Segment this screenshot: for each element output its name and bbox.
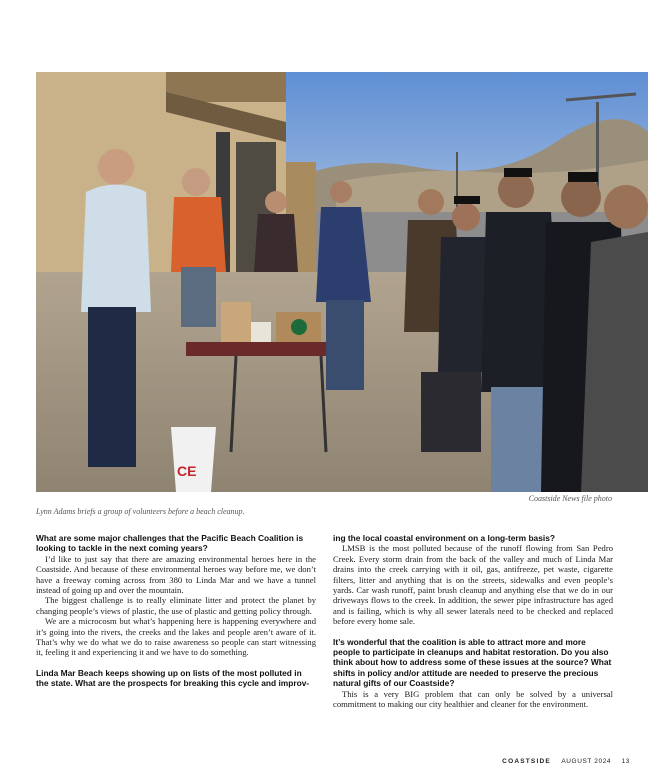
beach-cleanup-photo [36, 72, 648, 492]
interview-answer: The biggest challenge is to really eliminate litter and protect the planet by changing people’s views of plastic, the use of plastic and getting policy through. [36, 595, 316, 616]
supply-table [186, 342, 336, 356]
photo-caption: Lynn Adams briefs a group of volunteers before a beach cleanup. [36, 507, 245, 516]
page-footer [502, 758, 630, 765]
interview-answer: I’d like to just say that there are amazing environmental heroes here in the Coastside. And because of these environmental heroes way before me, we don’t have a freeway coming across from 380 to Linda Mar and we have a tunnel instead of going up and over the mountain. [36, 553, 316, 596]
interview-question: ing the local coastal environment on a long-term basis? [333, 533, 555, 543]
bucket [171, 427, 216, 492]
interview-answer: We are a microcosm but what’s happening here is happening everywhere and it’s going into the rivers, the creeks and the lakes and people aren’t aware of it. That’s why we do what we do to raise awareness so people can start witnessing it, feeling it and experiencing it and we have to do something. [36, 616, 316, 658]
photo-credit: Coastside News file photo [528, 494, 612, 503]
bucket-label: CE [177, 463, 197, 479]
page-number: 13 [621, 758, 630, 765]
feature-photo [36, 72, 648, 492]
article-column-left [36, 533, 316, 689]
interview-question: What are some major challenges that the Pacific Beach Coalition is looking to tackle in the next coming years? [36, 533, 304, 554]
publication-name: COASTSIDE [502, 758, 551, 765]
interview-question: It’s wonderful that the coalition is able to attract more and more people to participate in cleanups and habitat restoration. Do you also think about how to address some of these issues at the source? What shifts in policy and/or attitude are needed to preserve the precious natural gifts of our Coastside? [333, 636, 612, 689]
interview-question: Linda Mar Beach keeps showing up on lists of the most polluted in the state. What are the prospects for breaking this cycle and improv- [36, 667, 310, 689]
issue-date: AUGUST 2024 [561, 758, 612, 765]
interview-answer: LMSB is the most polluted because of the runoff flowing from San Pedro Creek. Every storm drain from the back of the valley and much of Linda Mar drains into the creek carrying with it oil, gas, antifreeze, pet waste, cigarette filters, litter and anything that is on the streets, sidewalks and even people’s yards. Car wash runoff, paint brush cleanup and anything else that we do in our driveways flows to the creek. In addition, the sewer pipe infrastructure has aged and is failing, which is why all sewer laterals need to be checked and replaced before every home sale. [333, 543, 613, 627]
article-column-right [333, 533, 613, 710]
interview-answer: This is a very BIG problem that can only be solved by a universal commitment to making our city healthier and cleaner for the environment. [333, 688, 613, 710]
